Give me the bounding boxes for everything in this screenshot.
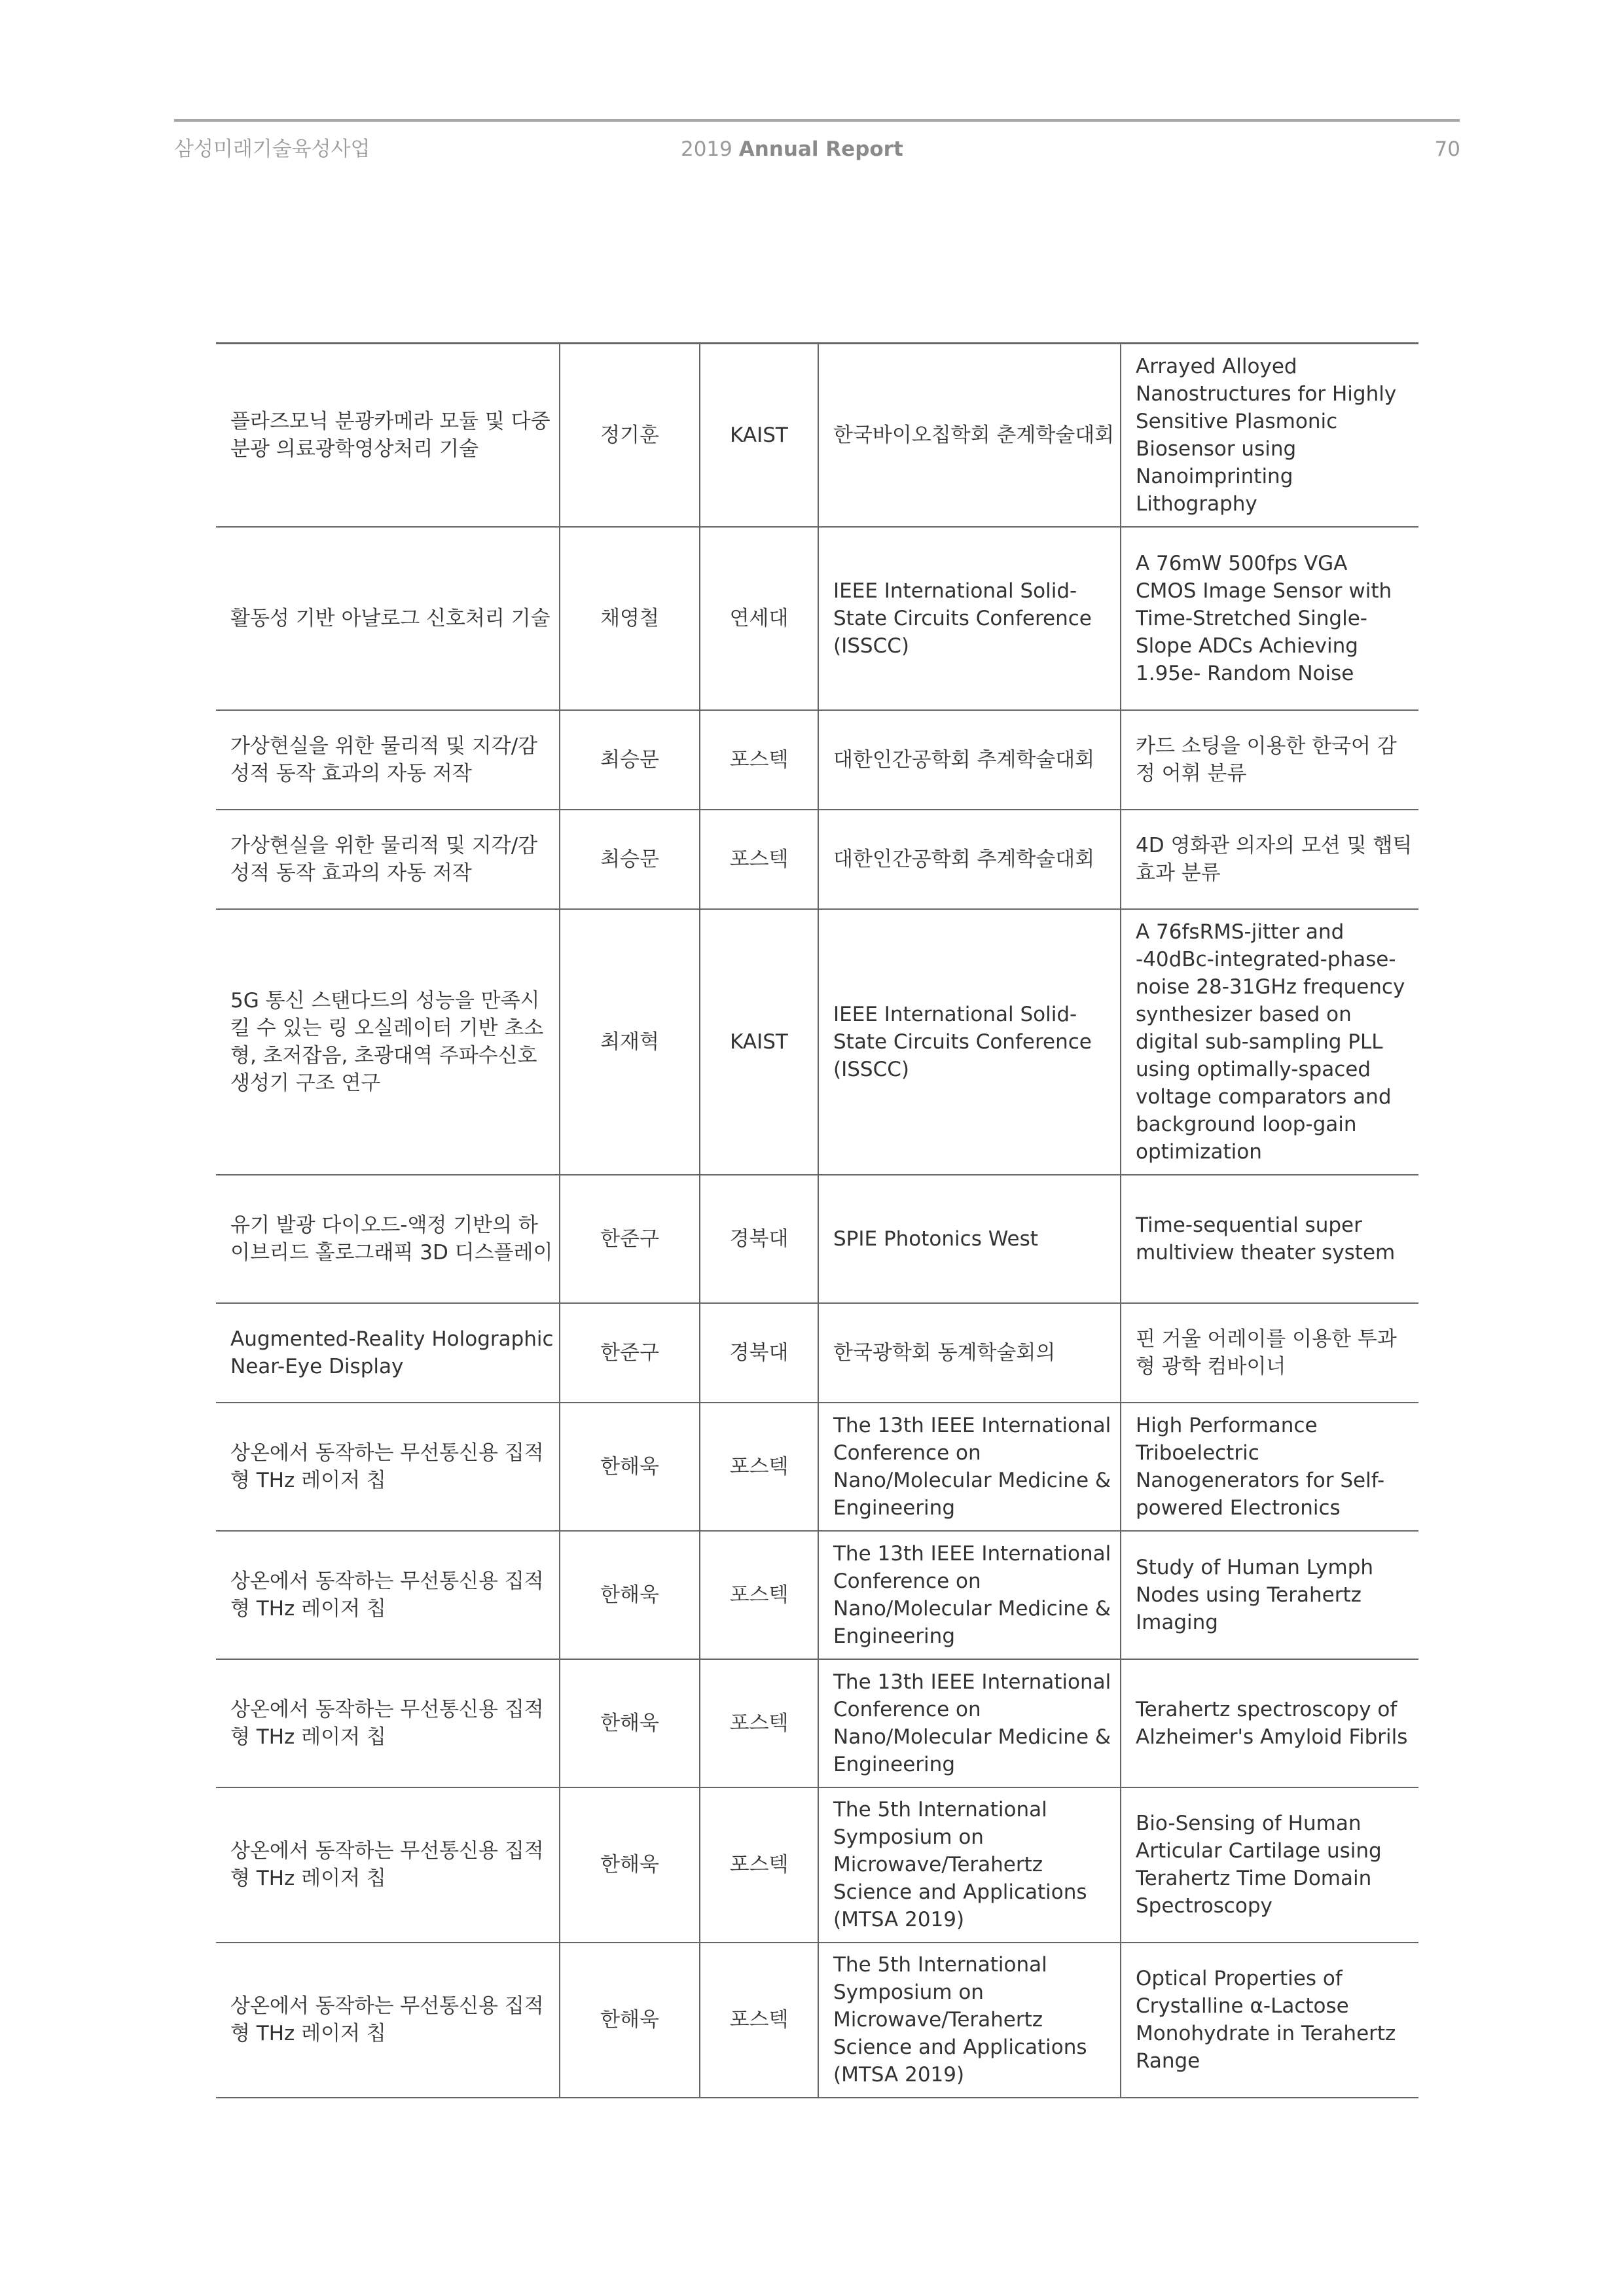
cell-venue: The 13th IEEE International Conference on Nano/Molecular Medicine & Engineering xyxy=(818,1659,1121,1787)
cell-institution: 경북대 xyxy=(700,1175,818,1303)
cell-institution: 연세대 xyxy=(700,527,818,710)
cell-project: 활동성 기반 아날로그 신호처리 기술 xyxy=(216,527,560,710)
table-row xyxy=(216,1403,1418,1531)
cell-paper-title: High Performance Triboelectric Nanogenerators for Self-powered Electronics xyxy=(1121,1403,1418,1531)
cell-venue: The 13th IEEE International Conference on Nano/Molecular Medicine & Engineering xyxy=(818,1403,1121,1531)
cell-venue: SPIE Photonics West xyxy=(818,1175,1121,1303)
cell-venue: 한국광학회 동계학술회의 xyxy=(818,1303,1121,1403)
table-row xyxy=(216,909,1418,1175)
cell-researcher: 한해욱 xyxy=(560,1943,700,2098)
cell-researcher: 최승문 xyxy=(560,710,700,810)
cell-venue: 대한인간공학회 추계학술대회 xyxy=(818,810,1121,909)
table-row xyxy=(216,1303,1418,1403)
cell-institution: 포스텍 xyxy=(700,1659,818,1787)
table-row xyxy=(216,1787,1418,1943)
page-number: 70 xyxy=(1434,137,1460,161)
cell-paper-title: Study of Human Lymph Nodes using Terahertz Imaging xyxy=(1121,1531,1418,1659)
cell-venue: 대한인간공학회 추계학술대회 xyxy=(818,710,1121,810)
publication-table xyxy=(216,342,1418,2098)
cell-researcher: 한해욱 xyxy=(560,1531,700,1659)
cell-institution: 경북대 xyxy=(700,1303,818,1403)
cell-paper-title: Terahertz spectroscopy of Alzheimer's Amyloid Fibrils xyxy=(1121,1659,1418,1787)
cell-researcher: 한해욱 xyxy=(560,1659,700,1787)
cell-institution: 포스텍 xyxy=(700,1403,818,1531)
cell-institution: KAIST xyxy=(700,344,818,527)
cell-researcher: 한해욱 xyxy=(560,1787,700,1943)
header-rule xyxy=(174,119,1460,122)
cell-project: 가상현실을 위한 물리적 및 지각/감성적 동작 효과의 자동 저작 xyxy=(216,710,560,810)
cell-venue: The 13th IEEE International Conference on Nano/Molecular Medicine & Engineering xyxy=(818,1531,1121,1659)
cell-project: 플라즈모닉 분광카메라 모듈 및 다중분광 의료광학영상처리 기술 xyxy=(216,344,560,527)
cell-project: 유기 발광 다이오드-액정 기반의 하이브리드 홀로그래픽 3D 디스플레이 xyxy=(216,1175,560,1303)
table-row xyxy=(216,1943,1418,2098)
cell-project: 상온에서 동작하는 무선통신용 집적형 THz 레이저 칩 xyxy=(216,1659,560,1787)
cell-paper-title: 4D 영화관 의자의 모션 및 햅틱 효과 분류 xyxy=(1121,810,1418,909)
cell-project: 5G 통신 스탠다드의 성능을 만족시킬 수 있는 링 오실레이터 기반 초소형, 초저잡음, 초광대역 주파수신호 생성기 구조 연구 xyxy=(216,909,560,1175)
cell-project: Augmented-Reality Holographic Near-Eye Display xyxy=(216,1303,560,1403)
cell-venue: The 5th International Symposium on Microwave/Terahertz Science and Applications (MTSA 2019) xyxy=(818,1787,1121,1943)
cell-venue: 한국바이오칩학회 춘계학술대회 xyxy=(818,344,1121,527)
table-row xyxy=(216,527,1418,710)
cell-researcher: 정기훈 xyxy=(560,344,700,527)
cell-paper-title: A 76fsRMS-jitter and -40dBc-integrated-phase-noise 28-31GHz frequency synthesizer based on digital sub-sampling PLL using optimally-spaced voltage comparators and background loop-gain optimization xyxy=(1121,909,1418,1175)
table-row xyxy=(216,344,1418,527)
cell-paper-title: 카드 소팅을 이용한 한국어 감정 어휘 분류 xyxy=(1121,710,1418,810)
table-row xyxy=(216,1175,1418,1303)
table-row xyxy=(216,1659,1418,1787)
cell-paper-title: Time-sequential super multiview theater system xyxy=(1121,1175,1418,1303)
cell-institution: KAIST xyxy=(700,909,818,1175)
cell-venue: IEEE International Solid-State Circuits Conference (ISSCC) xyxy=(818,909,1121,1175)
cell-researcher: 최재혁 xyxy=(560,909,700,1175)
cell-institution: 포스텍 xyxy=(700,1943,818,2098)
cell-institution: 포스텍 xyxy=(700,810,818,909)
table-row xyxy=(216,1531,1418,1659)
header-year: 2019 xyxy=(681,137,732,161)
cell-project: 가상현실을 위한 물리적 및 지각/감성적 동작 효과의 자동 저작 xyxy=(216,810,560,909)
cell-researcher: 한준구 xyxy=(560,1303,700,1403)
header-program-name: 삼성미래기술육성사업 xyxy=(174,137,370,161)
cell-venue: The 5th International Symposium on Microwave/Terahertz Science and Applications (MTSA 2019) xyxy=(818,1943,1121,2098)
cell-researcher: 한해욱 xyxy=(560,1403,700,1531)
cell-paper-title: Arrayed Alloyed Nanostructures for Highly Sensitive Plasmonic Biosensor using Nanoimprinting Lithography xyxy=(1121,344,1418,527)
cell-researcher: 채영철 xyxy=(560,527,700,710)
cell-paper-title: A 76mW 500fps VGA CMOS Image Sensor with Time-Stretched Single-Slope ADCs Achieving 1.95e- Random Noise xyxy=(1121,527,1418,710)
header-report-title xyxy=(681,135,903,164)
header-report-label: Annual Report xyxy=(738,137,903,161)
cell-paper-title: Bio-Sensing of Human Articular Cartilage using Terahertz Time Domain Spectroscopy xyxy=(1121,1787,1418,1943)
cell-project: 상온에서 동작하는 무선통신용 집적형 THz 레이저 칩 xyxy=(216,1531,560,1659)
table-row xyxy=(216,710,1418,810)
cell-project: 상온에서 동작하는 무선통신용 집적형 THz 레이저 칩 xyxy=(216,1943,560,2098)
cell-institution: 포스텍 xyxy=(700,710,818,810)
table-row xyxy=(216,810,1418,909)
cell-researcher: 한준구 xyxy=(560,1175,700,1303)
cell-institution: 포스텍 xyxy=(700,1531,818,1659)
cell-venue: IEEE International Solid- State Circuits Conference (ISSCC) xyxy=(818,527,1121,710)
cell-project: 상온에서 동작하는 무선통신용 집적형 THz 레이저 칩 xyxy=(216,1787,560,1943)
cell-paper-title: 핀 거울 어레이를 이용한 투과형 광학 컴바이너 xyxy=(1121,1303,1418,1403)
cell-institution: 포스텍 xyxy=(700,1787,818,1943)
cell-paper-title: Optical Properties of Crystalline α-Lactose Monohydrate in Terahertz Range xyxy=(1121,1943,1418,2098)
cell-project: 상온에서 동작하는 무선통신용 집적형 THz 레이저 칩 xyxy=(216,1403,560,1531)
cell-researcher: 최승문 xyxy=(560,810,700,909)
